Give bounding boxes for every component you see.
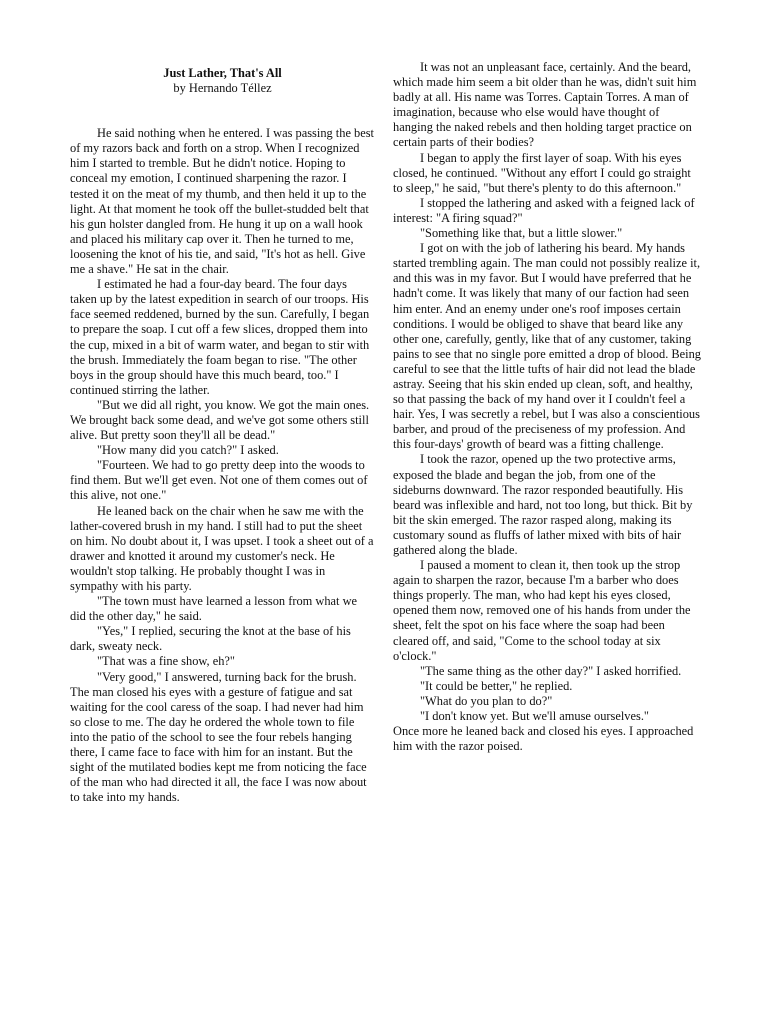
paragraph: "Very good," I answered, turning back for the brush. The man closed his eyes with a gesture of fatigue and sat waiting for the cool caress of the soap. I had never had him so close to me. The day he ordered the whole town to file into the patio of the school to see the four rebels hanging there, I came face to face with him for an instant. But the sight of the mutilated bodies kept me from noticing the face of the man who had directed it all, the face I was now about to take into my hands.	[70, 669, 367, 805]
paragraph: I stopped the lathering and asked with a feigned lack of interest: "A firing squad?"	[393, 195, 695, 225]
paragraph: Once more he leaned back and closed his eyes. I approached him with the razor poised.	[393, 724, 694, 754]
paragraph: "How many did you catch?" I asked.	[97, 443, 279, 458]
paragraph: I took the razor, opened up the two protective arms, exposed the blade and began the job, from one of the sideburns downward. The razor responded beautifully. His beard was inflexible and hard, not too long, but thick. Bit by bit the skin emerged. The razor rasped along, making its customary sound as fluffs of lather mixed with bits of hair gathered along the blade.	[393, 452, 693, 557]
paragraph: I estimated he had a four-day beard. The four days taken up by the latest expedition in search of our troops. His face seemed reddened, burned by the sun. Carefully, I began to prepare the soap. I cut off a few slices, dropped them into the cup, mixed in a bit of warm water, and began to stir with the brush. Immediately the foam began to rise. "The other boys in the group should have this much beard, too." I continued stirring the lather.	[70, 277, 370, 397]
paragraph: I got on with the job of lathering his beard. My hands started trembling again. The man could not possibly realize it, and this was in my favor. But I would have preferred that he hadn't come. It was likely that many of our faction had seen him enter. And an enemy under one's roof imposes certain conditions. I would be obliged to shave that beard like any other one, carefully, gently, like that of any customer, taking pains to see that no single pore emitted a drop of blood. Being careful to see that the little tufts of hair did not lead the blade astray. Seeing that his skin ended up clean, soft, and healthy, so that passing the back of my hand over it I couldn't feel a hair. Yes, I was secretly a rebel, but I was also a conscientious barber, and proud of the preciseness of my profession. And this four-days' growth of beard was a fitting challenge.	[393, 241, 701, 452]
paragraph: He leaned back on the chair when he saw me with the lather-covered brush in my hand. I still had to put the sheet on him. No doubt about it, I was upset. I took a sheet out of a drawer and knotted it around my customer's neck. He wouldn't stop talking. He probably thought I was in sympathy with his party.	[70, 503, 374, 593]
paragraph: He said nothing when he entered. I was passing the best of my razors back and forth on a strop. When I recognized him I started to tremble. But he didn't notice. Hoping to conceal my emotion, I continued sharpening the razor. I tested it on the meat of my thumb, and then held it up to the light. At that moment he took off the bullet-studded belt that his gun holster dangled from. He hung it up on a wall hook and placed his military cap over it. Then he turned to me, loosening the knot of his tie, and said, "It's hot as hell. Give me a shave." He sat in the chair.	[70, 126, 374, 277]
paragraph: "That was a fine show, eh?"	[97, 654, 235, 669]
paragraph: It was not an unpleasant face, certainly. And the beard, which made him seem a bit older than he was, didn't suit him badly at all. His name was Torres. Captain Torres. A man of imagination, because who else would have thought of hanging the naked rebels and then holding target practice on certain parts of their bodies?	[393, 60, 697, 150]
paragraph: "It could be better," he replied.	[420, 678, 573, 693]
paragraph: "Fourteen. We had to go pretty deep into the woods to find them. But we'll get even. Not one of them comes out of this alive, not one."	[70, 458, 368, 503]
author-byline: by Hernando Téllez	[173, 81, 272, 96]
paragraph: "I don't know yet. But we'll amuse ourselves."	[420, 709, 649, 724]
paragraph: "Yes," I replied, securing the knot at the base of his dark, sweaty neck.	[70, 624, 351, 654]
paragraph: "The same thing as the other day?" I asked horrified.	[420, 663, 682, 678]
paragraph: I began to apply the first layer of soap. With his eyes closed, he continued. "Without any effort I could go straight to sleep," he said, "but there's plenty to do this afternoon."	[393, 150, 691, 195]
paragraph: "What do you plan to do?"	[420, 693, 553, 708]
right-column	[393, 60, 701, 754]
paragraph: "Something like that, but a little slower."	[420, 226, 623, 241]
paragraph: I paused a moment to clean it, then took up the strop again to sharpen the razor, because I'm a barber who does things properly. The man, who had kept his eyes closed, opened them now, removed one of his hands from under the sheet, felt the spot on his face where the soap had been cleared off, and said, "Come to the school today at six o'clock."	[393, 558, 691, 663]
left-column	[70, 60, 375, 805]
paragraph: "The town must have learned a lesson from what we did the other day," he said.	[70, 594, 358, 624]
document-title: Just Lather, That's All	[163, 66, 282, 80]
paragraph: "But we did all right, you know. We got the main ones. We brought back some dead, and we've got some others still alive. But pretty soon they'll all be dead."	[70, 397, 370, 443]
